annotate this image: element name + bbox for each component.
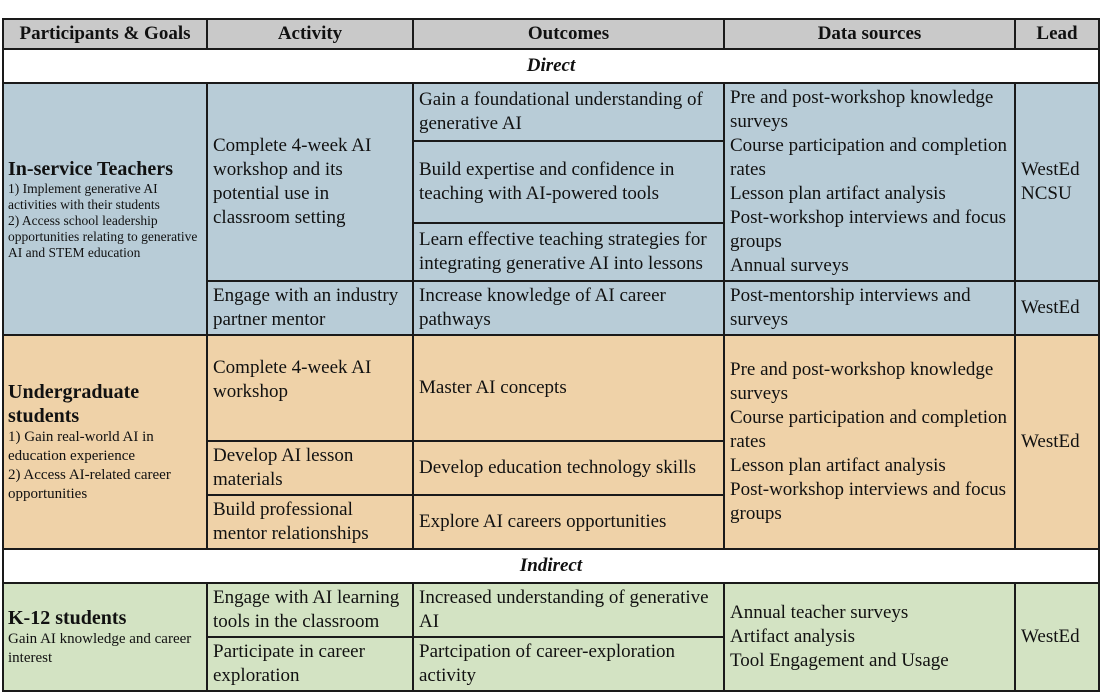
participant-k12-name: K-12 students (8, 607, 127, 629)
activity-cell: Develop AI lesson materials (207, 441, 413, 495)
activity-cell: Complete 4-week AI workshop (207, 335, 413, 441)
activity-cell: Build professional mentor relationships (207, 495, 413, 549)
outcome-cell: Gain a foundational understanding of generative AI (413, 83, 724, 141)
header-row (3, 19, 1099, 49)
outcome-cell: Develop education technology skills (413, 441, 724, 495)
activity-cell: Engage with AI learning tools in the classroom (207, 583, 413, 637)
data-sources-cell: Annual teacher surveys Artifact analysis Tool Engagement and Usage (724, 583, 1015, 691)
outcome-cell: Build expertise and confidence in teaching with AI-powered tools (413, 141, 724, 223)
outcome-cell: Partcipation of career-exploration activity (413, 637, 724, 691)
outcome-cell: Increase knowledge of AI career pathways (413, 281, 724, 335)
activity-cell: Engage with an industry partner mentor (207, 281, 413, 335)
participant-undergrads-goals: 1) Gain real-world AI in education experience 2) Access AI-related career opportunities (8, 429, 171, 502)
lead-cell: WestEd NCSU (1015, 83, 1099, 281)
lead-cell: WestEd (1015, 583, 1099, 691)
participant-k12-cell (3, 583, 207, 691)
data-sources-cell: Pre and post-workshop knowledge surveys Course participation and completion rates Lesson plan artifact analysis Post-workshop interviews and focus groups Annual surveys (724, 83, 1015, 281)
outcome-cell: Master AI concepts (413, 335, 724, 441)
table-row (3, 583, 1099, 637)
data-sources-cell: Pre and post-workshop knowledge surveys Course participation and completion rates Lesson plan artifact analysis Post-workshop interviews and focus groups (724, 335, 1015, 549)
header-data-sources: Data sources (724, 19, 1015, 49)
section-indirect-row (3, 549, 1099, 583)
activity-cell: Complete 4-week AI workshop and its potential use in classroom setting (207, 83, 413, 281)
table-row (3, 83, 1099, 141)
outcome-cell: Increased understanding of generative AI (413, 583, 724, 637)
section-indirect-label: Indirect (3, 549, 1099, 583)
header-lead: Lead (1015, 19, 1099, 49)
participant-k12-goals: Gain AI knowledge and career interest (8, 631, 192, 666)
logic-model-table (2, 18, 1100, 692)
participant-teachers-cell (3, 83, 207, 335)
outcome-cell: Explore AI careers opportunities (413, 495, 724, 549)
logic-model-table-wrapper (2, 18, 1098, 692)
activity-cell: Participate in career exploration (207, 637, 413, 691)
header-outcomes: Outcomes (413, 19, 724, 49)
participant-teachers-goals: 1) Implement generative AI activities with their students 2) Access school leadership opportunities relating to generative AI and STEM education (8, 181, 198, 260)
section-direct-label: Direct (3, 49, 1099, 83)
outcome-cell: Learn effective teaching strategies for integrating generative AI into lessons (413, 223, 724, 281)
header-participants-goals: Participants & Goals (3, 19, 207, 49)
data-sources-cell: Post-mentorship interviews and surveys (724, 281, 1015, 335)
participant-teachers-name: In-service Teachers (8, 158, 173, 180)
participant-undergrads-name: Undergraduate students (8, 381, 140, 427)
header-activity: Activity (207, 19, 413, 49)
lead-cell: WestEd (1015, 335, 1099, 549)
lead-cell: WestEd (1015, 281, 1099, 335)
participant-undergrads-cell (3, 335, 207, 549)
section-direct-row (3, 49, 1099, 83)
table-row (3, 335, 1099, 441)
